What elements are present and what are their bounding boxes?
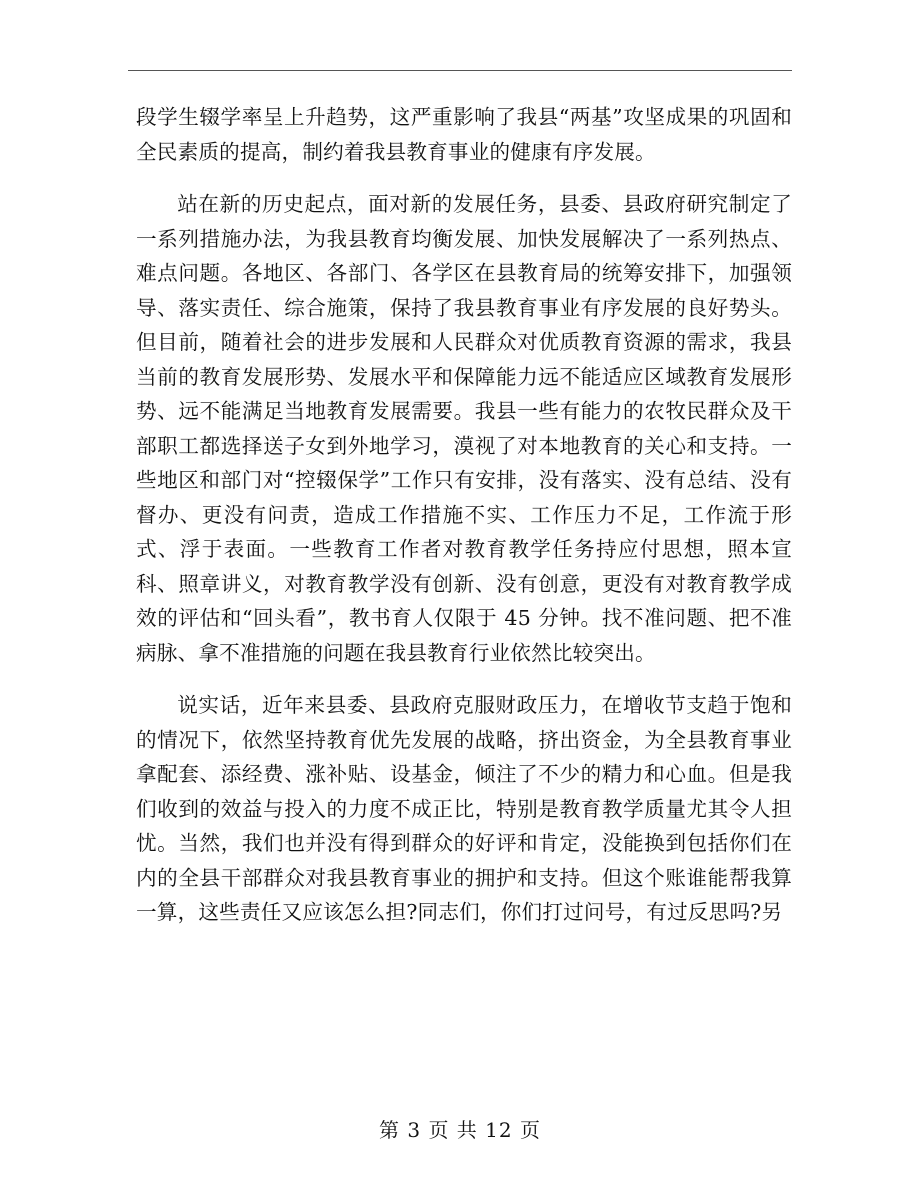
paragraph-gap [136,169,792,187]
paragraph-3: 说实话，近年来县委、县政府克服财政压力，在增收节支趋于饱和的情况下，依然坚持教育优先发展的战略，挤出资金，为全县教育事业拿配套、添经费、涨补贴、设基金，倾注了不少的精力和心血。但是我们收到的效益与投入的力度不成正比，特别是教育教学质量尤其令人担忧。当然，我们也并没有得到群众的好评和肯定，没能换到包括你们在内的全县干部群众对我县教育事业的拥护和支持。但这个账谁能帮我算一算，这些责任又应该怎么担?同志们，你们打过问号，有过反思吗?另 [136,693,792,924]
paragraph-gap [136,670,792,688]
paragraph-2: 站在新的历史起点，面对新的发展任务，县委、县政府研究制定了一系列措施办法，为我县教育均衡发展、加快发展解决了一系列热点、难点问题。各地区、各部门、各学区在县教育局的统筹安排下，加强领导、落实责任、综合施策，保持了我县教育事业有序发展的良好势头。但目前，随着社会的进步发展和人民群众对优质教育资源的需求，我县当前的教育发展形势、发展水平和保障能力远不能适应区域教育发展形势、远不能满足当地教育发展需要。我县一些有能力的农牧民群众及干部职工都选择送子女到外地学习，漠视了对本地教育的关心和支持。一些地区和部门对“控辍保学”工作只有安排，没有落实、没有总结、没有督办、更没有问责，造成工作措施不实、工作压力不足，工作流于形式、浮于表面。一些教育工作者对教育教学任务持应付思想，照本宣科、照章讲义，对教育教学没有创新、没有创意，更没有对教育教学成效的评估和“回头看”，教书育人仅限于 45 分钟。找不准问题、把不准病脉、拿不准措施的问题在我县教育行业依然比较突出。 [136,192,792,665]
page-footer: 第 3 页 共 12 页 [379,1118,541,1142]
paragraph-1: 段学生辍学率呈上升趋势，这严重影响了我县“两基”攻坚成果的巩固和全民素质的提高，制约着我县教育事业的健康有序发展。 [136,105,792,164]
header-rule [128,70,792,71]
body-text [136,100,792,930]
